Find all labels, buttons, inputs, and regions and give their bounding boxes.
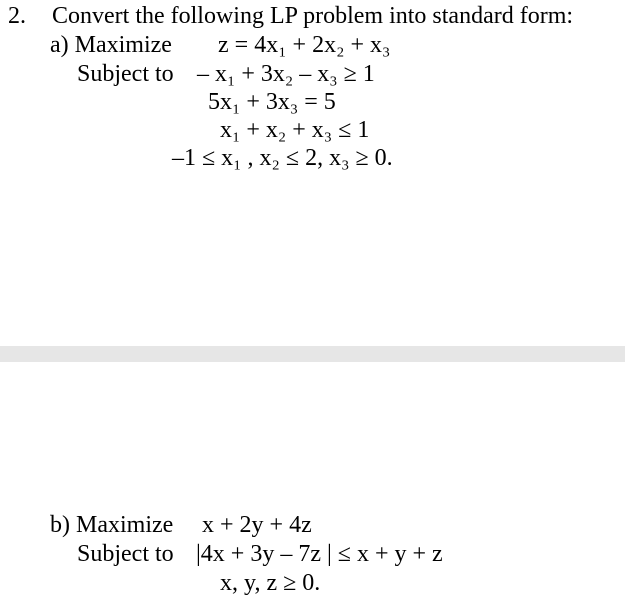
part-b-subject-label: Subject to — [77, 541, 174, 567]
part-b-objective: x + 2y + 4z — [202, 512, 312, 538]
part-a-constraint-4: –1 ≤ x₁ , x₂ ≤ 2, x₃ ≥ 0. — [172, 145, 393, 171]
part-b-constraint-2: x, y, z ≥ 0. — [220, 570, 321, 596]
part-a-constraint-3: x₁ + x₂ + x₃ ≤ 1 — [220, 117, 370, 143]
part-a-label: a) Maximize — [50, 32, 172, 58]
part-a-constraint-2: 5x₁ + 3x₃ = 5 — [208, 89, 336, 115]
part-b-constraint-1: |4x + 3y – 7z | ≤ x + y + z — [196, 541, 443, 567]
problem-title: Convert the following LP problem into standard form: — [52, 3, 574, 29]
part-a-subject-label: Subject to — [77, 61, 174, 87]
part-a-constraint-1: – x₁ + 3x₂ – x₃ ≥ 1 — [197, 61, 375, 87]
part-a-objective: z = 4x₁ + 2x₂ + x₃ — [218, 32, 391, 58]
section-divider — [0, 346, 625, 362]
problem-number: 2. — [8, 3, 26, 29]
part-b-label: b) Maximize — [50, 512, 174, 538]
